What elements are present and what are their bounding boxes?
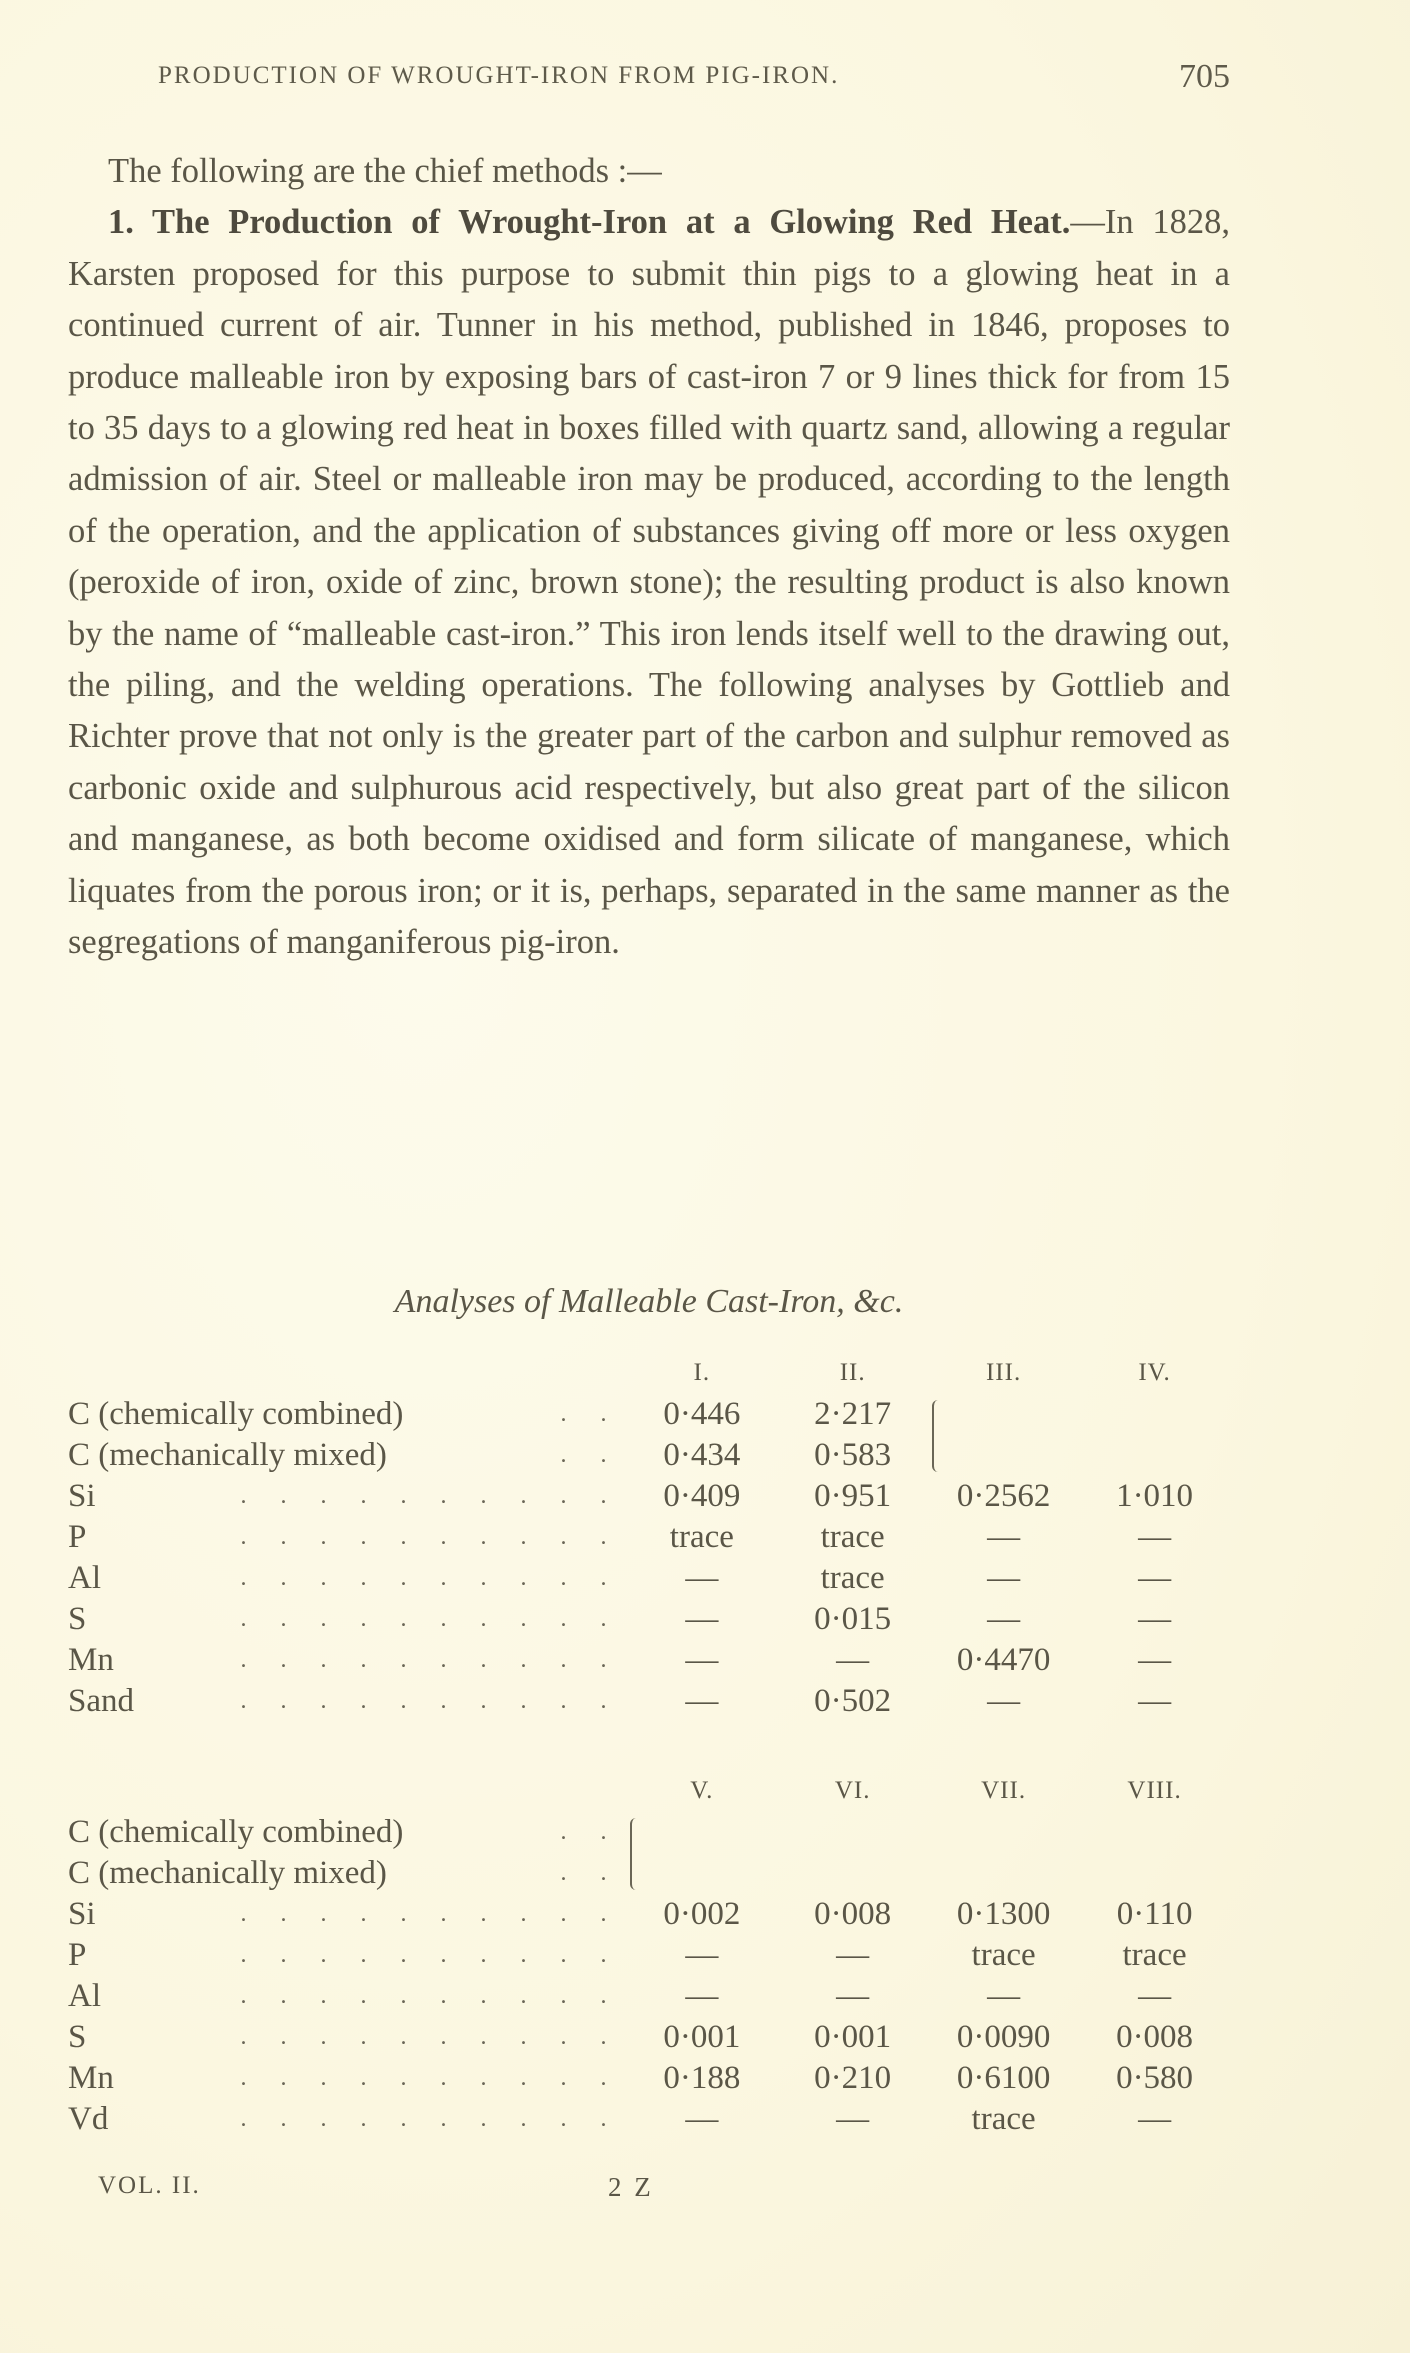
brace-cell bbox=[626, 1812, 777, 1894]
table-cell: — bbox=[1138, 1978, 1172, 2014]
signature-mark: 2 Z bbox=[608, 2172, 654, 2202]
table-cell: trace bbox=[669, 1519, 734, 1555]
body-text bbox=[68, 146, 1230, 969]
table-cell bbox=[1079, 1394, 1230, 1476]
table-cell: 0·110 bbox=[1116, 1896, 1193, 1932]
table-cell: 0·001 bbox=[814, 2019, 892, 2055]
row-label: C (mechanically mixed) bbox=[68, 1437, 387, 1473]
running-title: PRODUCTION OF WROUGHT-IRON FROM PIG-IRON. bbox=[158, 62, 840, 89]
column-header: I. bbox=[693, 1359, 711, 1386]
table-row bbox=[68, 1599, 1230, 1640]
table-cell: — bbox=[987, 1560, 1021, 1596]
method-1-text: —In 1828, Karsten proposed for this purpose to submit thin pigs to a glowing heat in a continued current of air. Tunner in his method, published in 1846, proposes to produce malleable iron by exposing bars of cast-iron 7 or 9 lines thick for from 15 to 35 days to a glowing red heat in boxes filled with quartz sand, allowing a regular admission of air. Steel or malleable iron may be produced, according to the length of the operation, and the application of substances giving off more or less oxygen (peroxide of iron, oxide of zinc, brown stone); the resulting product is also known by the name of “malleable cast-iron.” This iron lends itself well to the drawing out, the piling, and the welding operations. The following analyses by Gottlieb and Richter prove that not only is the greater part of the carbon and sulphur removed as carbonic oxide and sulphurous acid respectively, but also great part of the silicon and manganese, as both become oxidised and form silicate of manganese, which liquates from the porous iron; or it is, perhaps, separated in the same manner as the segregations of manganiferous pig-iron. bbox=[68, 203, 1230, 962]
leader-dots: . . . . . . . . . . bbox=[240, 1565, 621, 1591]
table-cell: 0·008 bbox=[814, 1896, 892, 1932]
table-row bbox=[68, 2058, 1230, 2099]
leader-dots: . . bbox=[560, 1442, 621, 1468]
table-cell: — bbox=[685, 1937, 719, 1973]
table-header-row bbox=[68, 1352, 1230, 1394]
leader-dots: . . . . . . . . . . bbox=[240, 1901, 621, 1927]
table-cell: — bbox=[987, 1978, 1021, 2014]
leader-dots: . . . . . . . . . . bbox=[240, 1647, 621, 1673]
table-row bbox=[68, 1935, 1230, 1976]
row-label: S bbox=[68, 1601, 87, 1637]
leader-dots: . . . . . . . . . . bbox=[240, 2024, 621, 2050]
table-cell: 0·951 bbox=[814, 1478, 892, 1514]
brace-cell bbox=[928, 1394, 1079, 1476]
table-cell: 0·4470 bbox=[956, 1642, 1051, 1678]
row-label: Al bbox=[68, 1560, 101, 1596]
brace-icon bbox=[630, 1818, 642, 1890]
table-cell: — bbox=[836, 1978, 870, 2014]
table-row bbox=[68, 1976, 1230, 2017]
table-cell: trace bbox=[971, 2101, 1036, 2137]
table-cell: 0·188 bbox=[663, 2060, 741, 2096]
page-number: 705 bbox=[1179, 58, 1230, 95]
volume-footer: VOL. II. bbox=[98, 2172, 201, 2199]
table-row bbox=[68, 1894, 1230, 1935]
leader-dots: . . . . . . . . . . bbox=[240, 1942, 621, 1968]
table-cell: 0·015 bbox=[814, 1601, 892, 1637]
table-row bbox=[68, 2099, 1230, 2140]
table-cell: — bbox=[685, 1683, 719, 1719]
table-cell: trace bbox=[1122, 1937, 1187, 1973]
table-cell: 0·0090 bbox=[956, 2019, 1051, 2055]
column-header: VI. bbox=[834, 1777, 871, 1804]
table-cell: trace bbox=[820, 1560, 885, 1596]
table-cell: — bbox=[1138, 2101, 1172, 2137]
column-header: III. bbox=[985, 1359, 1022, 1386]
row-label: C (chemically combined) bbox=[68, 1814, 404, 1850]
table-cell: 0·008 bbox=[1116, 2019, 1194, 2055]
table-cell: 0·446 bbox=[663, 1396, 741, 1432]
table-cell: 0·434 bbox=[663, 1437, 741, 1473]
row-label: Vd bbox=[68, 2101, 109, 2137]
table-cell: 0·409 bbox=[663, 1478, 741, 1514]
leader-dots: . . . . . . . . . . bbox=[240, 1688, 621, 1714]
table-cell: 0·1300 bbox=[956, 1896, 1051, 1932]
table-cell bbox=[777, 1812, 928, 1894]
table-cell: 0·6100 bbox=[956, 2060, 1051, 2096]
table-cell: 0·580 bbox=[1116, 2060, 1194, 2096]
column-header: II. bbox=[839, 1359, 866, 1386]
method-1-paragraph bbox=[68, 197, 1230, 968]
table-row bbox=[68, 1476, 1230, 1517]
column-header: VII. bbox=[981, 1777, 1027, 1804]
row-label: Si bbox=[68, 1478, 96, 1514]
table-row bbox=[68, 1812, 1230, 1853]
row-label: Al bbox=[68, 1978, 101, 2014]
table-cell: — bbox=[1138, 1560, 1172, 1596]
row-label: P bbox=[68, 1519, 87, 1555]
table-cell: — bbox=[1138, 1519, 1172, 1555]
table-cell: 2·217 bbox=[814, 1396, 892, 1432]
table-cell: 1·010 bbox=[1116, 1478, 1194, 1514]
leader-dots: . . bbox=[560, 1819, 621, 1845]
table-cell: — bbox=[836, 2101, 870, 2137]
table-cell: — bbox=[987, 1601, 1021, 1637]
table-caption: Analyses of Malleable Cast-Iron, &c. bbox=[394, 1283, 904, 1320]
column-header: V. bbox=[690, 1777, 714, 1804]
intro-paragraph: The following are the chief methods :— bbox=[108, 152, 662, 190]
table-header-row bbox=[68, 1770, 1230, 1812]
table-cell: — bbox=[836, 1937, 870, 1973]
table-cell: — bbox=[987, 1683, 1021, 1719]
row-label: Mn bbox=[68, 2060, 114, 2096]
table-cell: 0·001 bbox=[663, 2019, 741, 2055]
analysis-table-2 bbox=[68, 1770, 1230, 2140]
table-cell bbox=[1079, 1812, 1230, 1894]
leader-dots: . . . . . . . . . . bbox=[240, 2106, 621, 2132]
table-cell: trace bbox=[820, 1519, 885, 1555]
brace-icon bbox=[932, 1400, 944, 1472]
table-cell: — bbox=[685, 2101, 719, 2137]
table-cell: — bbox=[685, 1978, 719, 2014]
table-cell: 0·583 bbox=[814, 1437, 892, 1473]
table-cell: 0·002 bbox=[663, 1896, 741, 1932]
column-header: VIII. bbox=[1127, 1777, 1182, 1804]
leader-dots: . . . . . . . . . . bbox=[240, 1483, 621, 1509]
leader-dots: . . . . . . . . . . bbox=[240, 2065, 621, 2091]
leader-dots: . . bbox=[560, 1860, 621, 1886]
table-row bbox=[68, 1640, 1230, 1681]
analysis-table-1 bbox=[68, 1352, 1230, 1722]
table-cell bbox=[928, 1812, 1079, 1894]
row-label: Sand bbox=[68, 1683, 134, 1719]
leader-dots: . . . . . . . . . . bbox=[240, 1524, 621, 1550]
row-label: C (mechanically mixed) bbox=[68, 1855, 387, 1891]
leader-dots: . . . . . . . . . . bbox=[240, 1983, 621, 2009]
table-row bbox=[68, 1681, 1230, 1722]
table-cell: 0·502 bbox=[814, 1683, 892, 1719]
row-label: Si bbox=[68, 1896, 96, 1932]
table-cell: — bbox=[1138, 1601, 1172, 1637]
table-cell: — bbox=[1138, 1642, 1172, 1678]
row-label: P bbox=[68, 1937, 87, 1973]
table-cell: — bbox=[987, 1519, 1021, 1555]
table-cell: trace bbox=[971, 1937, 1036, 1973]
column-header: IV. bbox=[1138, 1359, 1171, 1386]
table-cell: — bbox=[685, 1560, 719, 1596]
leader-dots: . . bbox=[560, 1401, 621, 1427]
table-row bbox=[68, 1517, 1230, 1558]
table-row bbox=[68, 1394, 1230, 1435]
table-cell: — bbox=[836, 1642, 870, 1678]
running-head bbox=[158, 58, 1230, 95]
table-cell: — bbox=[685, 1642, 719, 1678]
table-cell: — bbox=[1138, 1683, 1172, 1719]
table-cell: 0·210 bbox=[814, 2060, 892, 2096]
table-row bbox=[68, 1558, 1230, 1599]
method-1-heading: 1. The Production of Wrought-Iron at a Glowing Red Heat. bbox=[108, 203, 1071, 242]
row-label: C (chemically combined) bbox=[68, 1396, 404, 1432]
row-label: S bbox=[68, 2019, 87, 2055]
row-label: Mn bbox=[68, 1642, 114, 1678]
leader-dots: . . . . . . . . . . bbox=[240, 1606, 621, 1632]
table-cell: — bbox=[685, 1601, 719, 1637]
table-row bbox=[68, 2017, 1230, 2058]
table-cell: 0·2562 bbox=[956, 1478, 1051, 1514]
